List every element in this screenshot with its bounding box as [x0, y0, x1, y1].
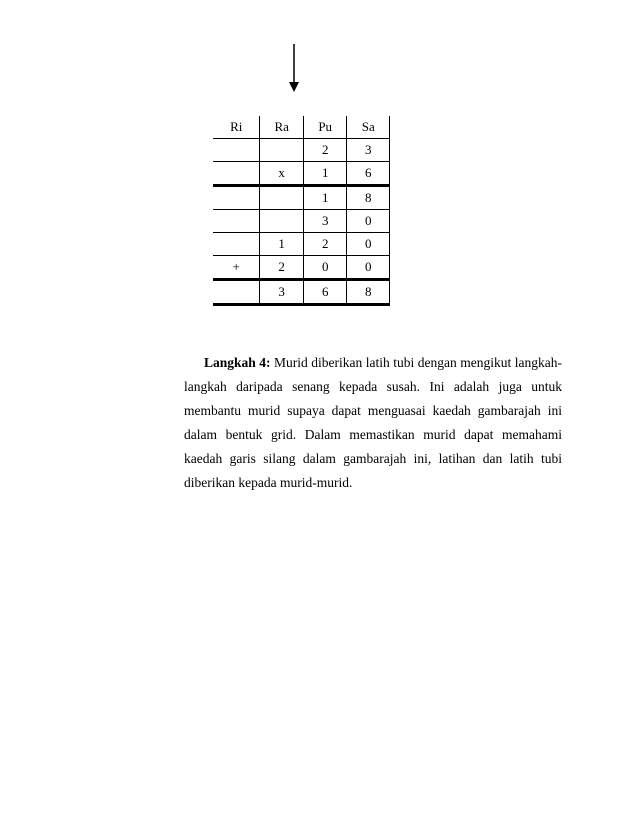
header-ra: Ra [260, 116, 304, 139]
grid-cell: 2 [303, 139, 347, 162]
grid-cell: 3 [303, 210, 347, 233]
grid-cell [213, 162, 260, 186]
grid-row [213, 256, 390, 280]
grid-cell: + [213, 256, 260, 280]
step-text: Murid diberikan latih tubi dengan mengikut langkah-langkah daripada senang kepada susah. Ini adalah juga untuk membantu murid supaya dapat menguasai kaedah gambarajah ini dalam bentuk grid. Dalam memastikan murid dapat memahami kaedah garis silang dalam gambarajah ini, latihan dan latih tubi diberikan kepada murid-murid. [184, 355, 563, 490]
grid-cell: 1 [303, 186, 347, 210]
grid-cell [213, 186, 260, 210]
grid-cell [213, 139, 260, 162]
grid-cell: 2 [260, 256, 304, 280]
grid-cell: 8 [347, 186, 390, 210]
grid-cell: x [260, 162, 304, 186]
grid-cell: 1 [260, 233, 304, 256]
grid-row [213, 186, 390, 210]
grid-row [213, 139, 390, 162]
grid-cell: 0 [303, 256, 347, 280]
grid-cell [260, 210, 304, 233]
grid-cell: 6 [303, 280, 347, 305]
header-sa: Sa [347, 116, 390, 139]
grid-cell: 3 [260, 280, 304, 305]
grid-cell [260, 139, 304, 162]
grid-cell: 0 [347, 210, 390, 233]
grid-cell: 8 [347, 280, 390, 305]
down-arrow-icon [288, 44, 300, 92]
grid-cell: 0 [347, 233, 390, 256]
grid-cell [213, 280, 260, 305]
grid-result-row [213, 280, 390, 305]
grid-cell: 6 [347, 162, 390, 186]
grid-cell: 1 [303, 162, 347, 186]
grid-cell [260, 186, 304, 210]
grid-header-row [213, 116, 390, 139]
multiplication-grid [213, 116, 390, 306]
step-label: Langkah 4: [204, 355, 271, 370]
header-ri: Ri [213, 116, 260, 139]
grid-cell [213, 233, 260, 256]
grid-row [213, 210, 390, 233]
grid-row [213, 233, 390, 256]
grid-cell: 0 [347, 256, 390, 280]
grid-cell: 2 [303, 233, 347, 256]
grid-cell [213, 210, 260, 233]
header-pu: Pu [303, 116, 347, 139]
grid-row [213, 162, 390, 186]
step-paragraph [184, 351, 562, 495]
grid-cell: 3 [347, 139, 390, 162]
